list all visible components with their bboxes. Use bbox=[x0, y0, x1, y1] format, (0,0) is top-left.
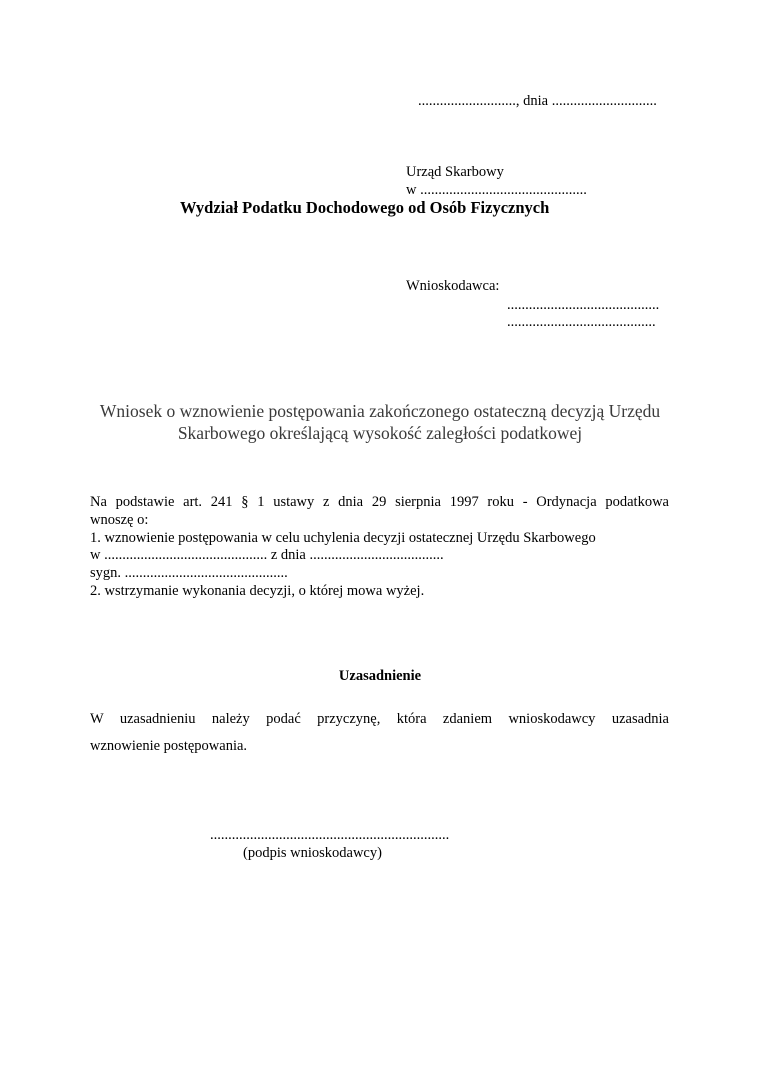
place-date-line: ..........................., dnia ............................. bbox=[418, 93, 657, 109]
request-item-1-line-2: w ............................................. z dnia ..................................... bbox=[90, 547, 444, 563]
document-title-line-2: Skarbowego określającą wysokość zaległości podatkowej bbox=[177, 423, 583, 443]
document-title-line-1: Wniosek o wznowienie postępowania zakończonego ostateczną decyzją Urzędu bbox=[99, 401, 661, 421]
signature-line: .................................................................. bbox=[210, 827, 450, 843]
request-intro-line-2: wnoszę o: bbox=[90, 512, 149, 528]
request-item-2: 2. wstrzymanie wykonania decyzji, o której mowa wyżej. bbox=[90, 583, 425, 599]
justification-line-2: wznowienie postępowania. bbox=[90, 738, 248, 754]
tax-office-name: Urząd Skarbowy bbox=[406, 164, 504, 180]
justification-line-1: W uzasadnieniu należy podać przyczynę, która zdaniem wnioskodawcy uzasadnia bbox=[90, 711, 669, 727]
request-item-1-line-1: 1. wznowienie postępowania w celu uchylenia decyzji ostatecznej Urzędu Skarbowego bbox=[90, 530, 596, 546]
request-item-1-line-3: sygn. ............................................. bbox=[90, 565, 288, 581]
applicant-line-1: .......................................... bbox=[507, 297, 660, 313]
tax-office-location: w .............................................. bbox=[406, 182, 587, 198]
signature-caption: (podpis wnioskodawcy) bbox=[243, 845, 382, 861]
applicant-line-2: ......................................... bbox=[507, 314, 656, 330]
applicant-label: Wnioskodawca: bbox=[406, 278, 500, 294]
department-name: Wydział Podatku Dochodowego od Osób Fizycznych bbox=[180, 198, 550, 217]
justification-heading: Uzasadnienie bbox=[338, 668, 422, 684]
request-intro-line-1: Na podstawie art. 241 § 1 ustawy z dnia 29 sierpnia 1997 roku - Ordynacja podatkowa bbox=[90, 494, 669, 510]
